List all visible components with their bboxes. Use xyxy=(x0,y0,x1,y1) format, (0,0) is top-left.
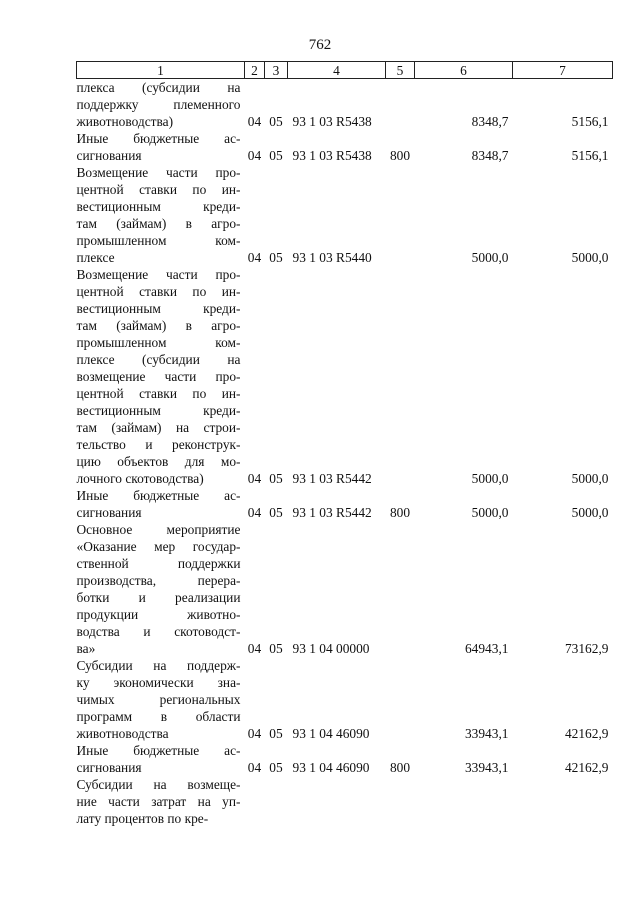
target-article-code: 93 1 03 R5438 xyxy=(292,148,372,163)
row-description xyxy=(77,521,245,657)
target-article-code: 93 1 03 R5442 xyxy=(292,505,372,520)
description-line: Возмещение части про- xyxy=(76,267,241,282)
expense-type-code: 800 xyxy=(389,148,411,163)
description-line: вестиционным креди- xyxy=(76,199,241,214)
amount-year-2: 5000,0 xyxy=(571,505,609,520)
amount-year-1 xyxy=(415,776,513,827)
description-line: животноводства xyxy=(76,726,169,741)
expense-type-code: 800 xyxy=(389,760,411,775)
target-article-code xyxy=(288,776,386,827)
target-article-code: 93 1 04 46090 xyxy=(292,760,370,775)
target-article-code: 93 1 03 R5438 xyxy=(292,114,372,129)
section-code: 04 xyxy=(247,250,262,265)
description-line: сигнования xyxy=(76,505,142,520)
section-code: 04 xyxy=(247,114,262,129)
table-row xyxy=(77,164,613,266)
table-row xyxy=(77,130,613,164)
description-line: чимых региональных xyxy=(76,692,241,707)
description-line: сигнования xyxy=(76,760,142,775)
expense-type-code xyxy=(386,79,415,131)
amount-year-2: 73162,9 xyxy=(564,641,609,656)
amount-year-1: 8348,7 xyxy=(471,148,509,163)
target-article-code: 93 1 03 R5442 xyxy=(292,471,372,486)
target-article-code: 93 1 04 46090 xyxy=(292,726,370,741)
amount-year-2: 5000,0 xyxy=(571,471,609,486)
description-line: лату процентов по кре- xyxy=(76,811,209,826)
column-header-5: 5 xyxy=(386,62,415,79)
row-description xyxy=(77,742,245,776)
expense-type-code xyxy=(386,521,415,657)
subsection-code: 05 xyxy=(269,114,283,129)
subsection-code: 05 xyxy=(269,726,283,741)
description-line: водства и скотоводст- xyxy=(76,624,241,639)
description-line: Субсидии на поддерж- xyxy=(76,658,241,673)
description-line: плексе (субсидии на xyxy=(76,352,241,367)
description-line: цию объектов для мо- xyxy=(76,454,241,469)
page-number: 762 xyxy=(308,37,332,53)
description-line: производства, перера- xyxy=(76,573,241,588)
section-code: 04 xyxy=(247,471,262,486)
column-header-3: 3 xyxy=(265,62,288,79)
column-header-6: 6 xyxy=(415,62,513,79)
description-line: Иные бюджетные ас- xyxy=(76,488,241,503)
table-row xyxy=(77,266,613,487)
row-description xyxy=(77,776,245,827)
description-line: продукции животно- xyxy=(76,607,241,622)
amount-year-2: 42162,9 xyxy=(564,760,609,775)
description-line: вестиционным креди- xyxy=(76,403,241,418)
subsection-code: 05 xyxy=(269,471,283,486)
description-line: там (займам) в агро- xyxy=(76,318,241,333)
row-description xyxy=(77,266,245,487)
description-line: тельство и реконструк- xyxy=(76,437,241,452)
amount-year-2: 5156,1 xyxy=(571,148,609,163)
description-line: Иные бюджетные ас- xyxy=(76,131,241,146)
row-description xyxy=(77,164,245,266)
row-description xyxy=(77,487,245,521)
description-line: программ в области xyxy=(76,709,241,724)
description-line: Возмещение части про- xyxy=(76,165,241,180)
table-row xyxy=(77,657,613,742)
description-line: центной ставки по ин- xyxy=(76,182,241,197)
description-line: лочного скотоводства) xyxy=(76,471,204,486)
target-article-code: 93 1 03 R5440 xyxy=(292,250,372,265)
description-line: ние части затрат на уп- xyxy=(76,794,241,809)
description-line: Иные бюджетные ас- xyxy=(76,743,241,758)
section-code: 04 xyxy=(247,726,262,741)
amount-year-2: 5000,0 xyxy=(571,250,609,265)
description-line: вестиционным креди- xyxy=(76,301,241,316)
subsection-code xyxy=(265,776,288,827)
amount-year-1: 33943,1 xyxy=(464,760,509,775)
section-code: 04 xyxy=(247,760,262,775)
subsection-code: 05 xyxy=(269,505,283,520)
table-row xyxy=(77,487,613,521)
description-line: плекса (субсидии на xyxy=(76,80,241,95)
description-line: сигнования xyxy=(76,148,142,163)
description-line: ва» xyxy=(76,641,96,656)
description-line: «Оказание мер государ- xyxy=(76,539,241,554)
amount-year-2: 5156,1 xyxy=(571,114,609,129)
amount-year-2 xyxy=(513,776,613,827)
table-row xyxy=(77,521,613,657)
amount-year-1: 5000,0 xyxy=(471,505,509,520)
section-code: 04 xyxy=(247,641,262,656)
row-description xyxy=(77,657,245,742)
table-row xyxy=(77,776,613,827)
expense-type-code xyxy=(386,776,415,827)
expense-type-code xyxy=(386,164,415,266)
budget-table xyxy=(76,61,613,827)
section-code: 04 xyxy=(247,505,262,520)
amount-year-1: 5000,0 xyxy=(471,471,509,486)
column-header-1: 1 xyxy=(77,62,245,79)
amount-year-1: 33943,1 xyxy=(464,726,509,741)
row-description xyxy=(77,130,245,164)
amount-year-1: 64943,1 xyxy=(464,641,509,656)
description-line: ственной поддержки xyxy=(76,556,241,571)
section-code xyxy=(245,776,265,827)
table-row xyxy=(77,742,613,776)
table-row xyxy=(77,79,613,131)
column-header-7: 7 xyxy=(513,62,613,79)
table-body xyxy=(77,79,613,828)
description-line: центной ставки по ин- xyxy=(76,284,241,299)
expense-type-code: 800 xyxy=(389,505,411,520)
subsection-code: 05 xyxy=(269,250,283,265)
subsection-code: 05 xyxy=(269,760,283,775)
target-article-code: 93 1 04 00000 xyxy=(292,641,370,656)
column-header-4: 4 xyxy=(288,62,386,79)
expense-type-code xyxy=(386,657,415,742)
subsection-code: 05 xyxy=(269,641,283,656)
table-header-row xyxy=(77,62,613,79)
description-line: Основное мероприятие xyxy=(76,522,241,537)
description-line: промышленном ком- xyxy=(76,335,241,350)
subsection-code: 05 xyxy=(269,148,283,163)
description-line: Субсидии на возмеще- xyxy=(76,777,241,792)
description-line: поддержку племенного xyxy=(76,97,241,112)
description-line: возмещение части про- xyxy=(76,369,241,384)
description-line: промышленном ком- xyxy=(76,233,241,248)
description-line: там (займам) на строи- xyxy=(76,420,241,435)
description-line: там (займам) в агро- xyxy=(76,216,241,231)
column-header-2: 2 xyxy=(245,62,265,79)
expense-type-code xyxy=(386,266,415,487)
description-line: ку экономически зна- xyxy=(76,675,241,690)
description-line: животноводства) xyxy=(76,114,174,129)
amount-year-2: 42162,9 xyxy=(564,726,609,741)
description-line: ботки и реализации xyxy=(76,590,241,605)
row-description xyxy=(77,79,245,131)
amount-year-1: 5000,0 xyxy=(471,250,509,265)
description-line: плексе xyxy=(76,250,115,265)
description-line: центной ставки по ин- xyxy=(76,386,241,401)
section-code: 04 xyxy=(247,148,262,163)
amount-year-1: 8348,7 xyxy=(471,114,509,129)
